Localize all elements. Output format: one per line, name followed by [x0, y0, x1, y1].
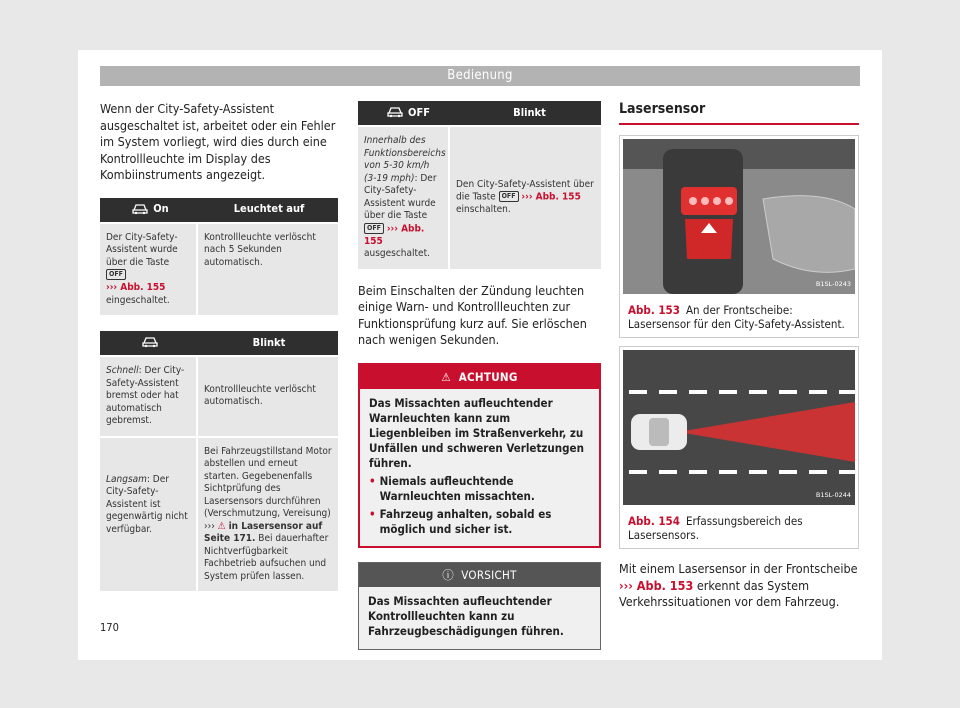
- off-key-icon: OFF: [364, 223, 384, 234]
- section-title: Lasersensor: [619, 101, 859, 125]
- figure-ref: ››› Abb. 155: [521, 191, 581, 203]
- figure-ref: ››› Abb. 155: [364, 223, 425, 247]
- figure-154: [619, 346, 859, 549]
- info-circle-icon: ⓘ: [442, 567, 455, 582]
- ignition-paragraph: Beim Einschalten der Zündung leuchten einige Warn- und Kontrollleuchten zur Funktionsprüfung kurz auf. Sie erlöschen nach wenigen Sekunden.: [358, 282, 587, 347]
- detection-range-image: [623, 350, 855, 505]
- header-icons: [100, 334, 200, 352]
- manual-page: [78, 50, 882, 660]
- figure-ref: ››› Abb. 155: [106, 282, 166, 293]
- header-icons: [100, 201, 200, 219]
- table-cell-action: Kontrollleuchte verlöscht automatisch.: [204, 383, 316, 408]
- caution-box-body: Das Missachten aufleuchtender Kontrollleuchten kann zu Fahrzeugbeschädigungen führen.: [359, 587, 600, 649]
- warning-box-header: ⚠ ACHTUNG: [360, 365, 599, 389]
- caution-box: [358, 562, 601, 650]
- list-item: • Niemals aufleuchtende Warnleuchten missachten.: [369, 473, 535, 503]
- laser-sensor-image: [623, 139, 855, 294]
- column-right: [619, 101, 859, 619]
- page-header: Bedienung: [100, 66, 860, 86]
- intro-paragraph: Wenn der City-Safety-Assistent ausgeschaltet ist, arbeitet oder ein Fehler im System vorliegt, wird dies durch eine Kontrollleuchte im Display des Kombiinstruments angezeigt.: [100, 101, 336, 182]
- table-blinkt: [100, 331, 338, 591]
- table-header-title: Blinkt: [513, 105, 546, 119]
- table-row: [100, 222, 338, 316]
- off-key-icon: OFF: [499, 191, 519, 202]
- page-number: 170: [100, 621, 119, 634]
- table-cell-condition: Schnell: Der City-Safety-Assistent bremst oder hat automatisch gebremst.: [100, 357, 198, 436]
- table-cell-action: Kontrollleuchte verlöscht nach 5 Sekunden automatisch.: [204, 231, 316, 268]
- car-warning-icon: [131, 201, 149, 219]
- figure-caption: Abb. 153 An der Frontscheibe: Lasersensor für den City-Safety-Assistent.: [628, 303, 845, 331]
- warning-triangle-icon: ⚠: [217, 520, 226, 532]
- car-warning-icon: [141, 334, 159, 352]
- car-warning-icon: [386, 104, 404, 122]
- list-item: • Fahrzeug anhalten, sobald es möglich und sicher ist.: [369, 506, 552, 536]
- table-header: [358, 101, 601, 125]
- table-row: [358, 125, 601, 269]
- image-code: B1SL-0243: [815, 280, 851, 288]
- table-row: [100, 355, 338, 436]
- laser-paragraph: Mit einem Lasersensor in der Frontscheibe ››› Abb. 153 erkennt das System Verkehrssituationen vor dem Fahrzeug.: [619, 561, 858, 609]
- column-left: [100, 101, 338, 591]
- table-cell-condition: Langsam: Der City-Safety-Assistent ist gegenwärtig nicht verfügbar.: [100, 438, 198, 592]
- table-header: [100, 331, 338, 355]
- figure-caption: Abb. 154 Erfassungsbereich des Lasersensors.: [628, 514, 803, 542]
- figure-153: [619, 135, 859, 338]
- on-label: On: [153, 202, 169, 216]
- table-cell-condition: Innerhalb des Funktionsbereichs von 5-30 km/h (3-19 mph): Der City-Safety-Assistent wurde über die Taste OFF ››› Abb. 155 ausgeschaltet.: [358, 127, 450, 269]
- off-label: OFF: [408, 105, 430, 119]
- table-leuchtet-auf: [100, 198, 338, 316]
- image-code: B1SL-0244: [815, 491, 851, 499]
- table-cell-action: Den City-Safety-Assistent über die Taste OFF ››› Abb. 155 einschalten.: [456, 178, 594, 216]
- warning-box-body: Das Missachten aufleuchtender Warnleuchten kann zum Liegenbleiben im Straßenverkehr, zu Unfällen und schweren Verletzungen führen. • Niemals aufleuchtende Warnleuchten missachten. • Fahrzeug anhalten, sobald es möglich und sicher ist.: [360, 389, 599, 546]
- warning-box: [358, 363, 601, 548]
- column-middle: [358, 101, 601, 650]
- table-cell-condition: Der City-Safety-Assistent wurde über die Taste OFF ››› Abb. 155 eingeschaltet.: [100, 224, 198, 316]
- table-row: [100, 436, 338, 592]
- table-cell-action: Bei Fahrzeugstillstand Motor abstellen und erneut starten. Gegebenenfalls Sichtprüfung des Lasersensors durchführen (Verschmutzung, Vereisung) ››› ⚠ in Lasersensor auf Seite 171. Bei dauerhafter Nichtverfügbarkeit Fachbetrieb aufsuchen und System prüfen lassen.: [204, 445, 332, 582]
- off-key-icon: OFF: [106, 269, 126, 280]
- header-icons: [358, 104, 458, 122]
- warning-triangle-icon: ⚠: [441, 369, 451, 384]
- table-header-title: Blinkt: [252, 335, 286, 349]
- figure-ref: ››› Abb. 153: [619, 577, 694, 593]
- table-blinkt-off: [358, 101, 601, 269]
- table-header-title: Leuchtet auf: [233, 202, 305, 216]
- caution-box-header: ⓘ VORSICHT: [359, 563, 600, 587]
- table-header: [100, 198, 338, 222]
